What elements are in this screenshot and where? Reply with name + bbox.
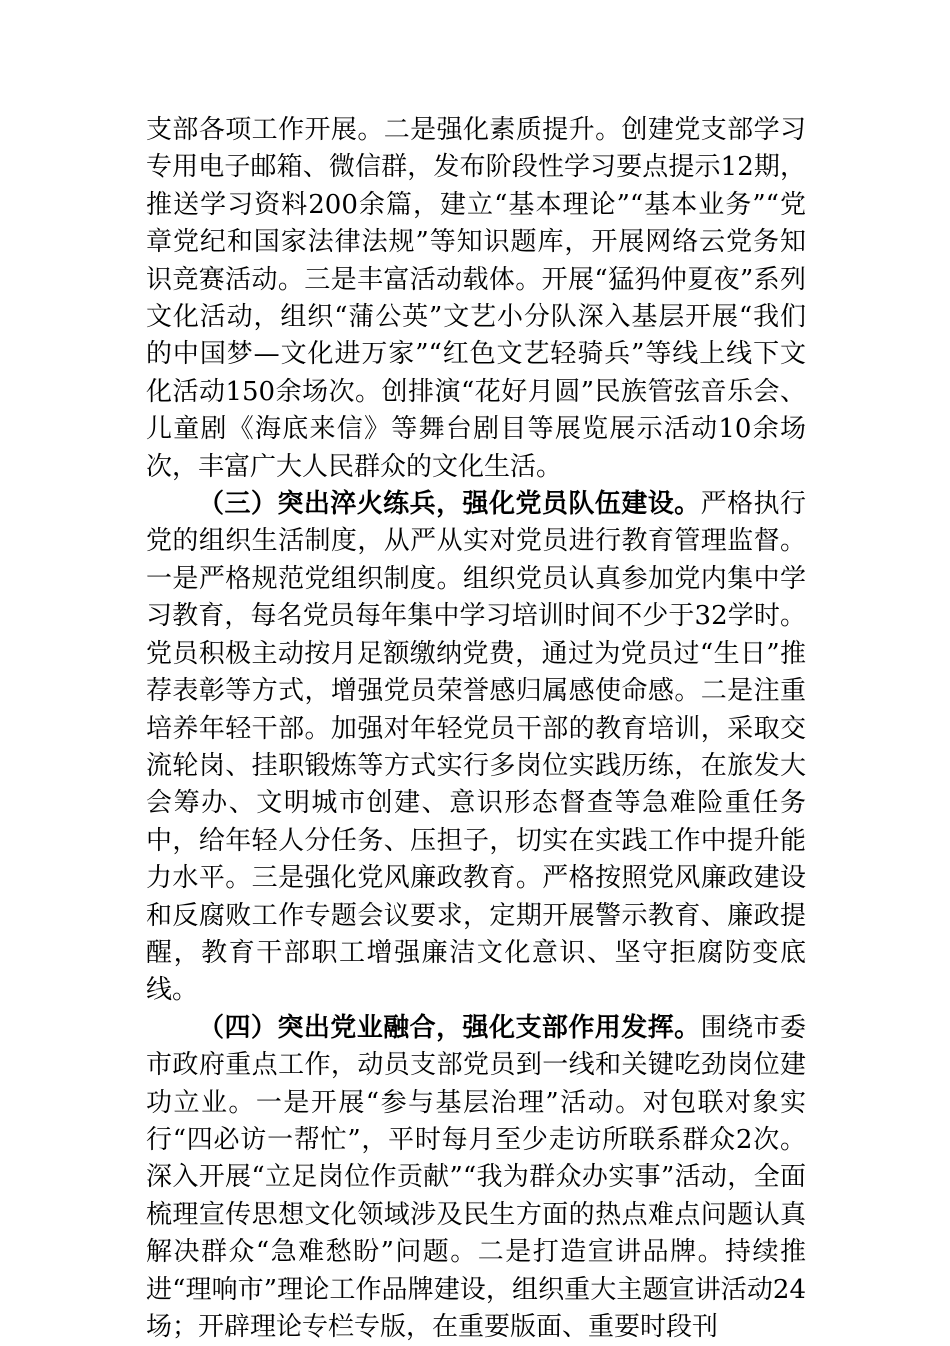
paragraph-2 (146, 486, 806, 1010)
paragraph-2-text: 严格执行党的组织生活制度，从严从实对党员进行教育管理监督。一是严格规范党组织制度。组织党员认真参加党内集中学习教育，每名党员每年集中学习培训时间不少于32学时。党员积极主动按月足额缴纳党费，通过为党员过“生日”推荐表彰等方式，增强党员荣誉感归属感使命感。二是注重培养年轻干部。加强对年轻党员干部的教育培训，采取交流轮岗、挂职锻炼等方式实行多岗位实践历练，在旅发大会筹办、文明城市创建、意识形态督查等急难险重任务中，给年轻人分任务、压担子，切实在实践工作中提升能力水平。三是强化党风廉政教育。严格按照党风廉政建设和反腐败工作专题会议要求，定期开展警示教育、廉政提醒，教育干部职工增强廉洁文化意识、坚守拒腐防变底线。 (146, 489, 806, 1006)
paragraph-1 (146, 112, 806, 486)
paragraph-3 (146, 1010, 806, 1346)
paragraph-3-text: 围绕市委市政府重点工作，动员支部党员到一线和关键吃劲岗位建功立业。一是开展“参与基层治理”活动。对包联对象实行“四必访一帮忙”，平时每月至少走访所联系群众2次。深入开展“立足岗位作贡献”“我为群众办实事”活动，全面梳理宣传思想文化领域涉及民生方面的热点难点问题认真解决群众“急难愁盼”问题。二是打造宣讲品牌。持续推进“理响市”理论工作品牌建设，组织重大主题宣讲活动24场；开辟理论专栏专版，在重要版面、重要时段刊 (146, 1012, 806, 1342)
paragraph-1-text: 支部各项工作开展。二是强化素质提升。创建党支部学习专用电子邮箱、微信群，发布阶段性学习要点提示12期，推送学习资料200余篇，建立“基本理论”“基本业务”“党章党纪和国家法律法规”等知识题库，开展网络云党务知识竞赛活动。三是丰富活动载体。开展“猛犸仲夏夜”系列文化活动，组织“蒲公英”文艺小分队深入基层开展“我们的中国梦—文化进万家”“红色文艺轻骑兵”等线上线下文化活动150余场次。创排演“花好月圆”民族管弦音乐会、儿童剧《海底来信》等舞台剧目等展览展示活动10余场次，丰富广大人民群众的文化生活。 (146, 115, 806, 482)
document-body (146, 112, 806, 1346)
paragraph-3-heading: （四）突出党业融合，强化支部作用发挥。 (198, 1012, 701, 1043)
paragraph-2-heading: （三）突出淬火练兵，强化党员队伍建设。 (198, 489, 701, 520)
